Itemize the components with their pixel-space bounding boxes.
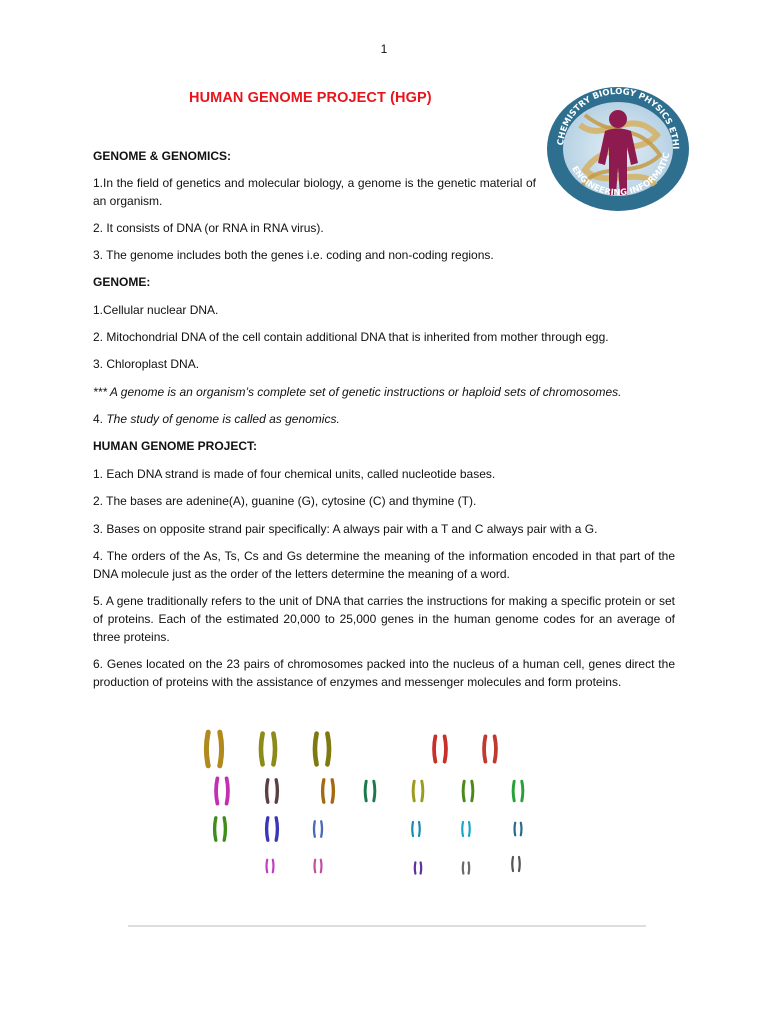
chromosome: [412, 822, 413, 836]
chromosome: [495, 736, 496, 761]
italic-text: The study of genome is called as genomics.: [106, 412, 340, 426]
list-number: 4.: [93, 412, 107, 426]
chromosome: [327, 734, 329, 765]
chromosome: [462, 822, 463, 836]
chromosome: [276, 780, 277, 802]
chromosome: [216, 778, 217, 803]
chromosome: [513, 781, 514, 801]
chromosome: [512, 857, 513, 871]
hgp-logo: [545, 85, 691, 213]
section-heading-hgp: HUMAN GENOME PROJECT:: [93, 439, 258, 453]
document-title: HUMAN GENOME PROJECT (HGP): [189, 90, 432, 106]
chromosome: [267, 780, 268, 802]
paragraph: 3. The genome includes both the genes i.e. coding and non-coding regions.: [93, 248, 494, 262]
paragraph: 1.Cellular nuclear DNA.: [93, 303, 219, 317]
paragraph: 2. It consists of DNA (or RNA in RNA virus).: [93, 221, 324, 235]
paragraph: [93, 410, 675, 428]
chromosome: [472, 781, 473, 801]
chromosome: [469, 822, 470, 836]
section-heading-genome: GENOME:: [93, 275, 151, 289]
chromosome: [374, 781, 375, 801]
chromosome: [463, 781, 464, 801]
chromosome: [321, 821, 322, 836]
chromosome: [515, 823, 516, 836]
chromosome: [519, 857, 520, 871]
chromosome: [413, 781, 414, 801]
chromosome: [522, 781, 523, 801]
chromosome: [220, 732, 222, 766]
svg-text:CHEMISTRY BIOLOGY PHYSICS E: CHEMISTRY BIOLOGY PHYSICS ETHI: [556, 86, 681, 150]
chromosome: [227, 778, 228, 803]
chromosome: [323, 780, 324, 802]
chromosome: [315, 860, 316, 873]
chromosome: [415, 862, 416, 873]
chromosome: [434, 736, 435, 761]
svg-text:ENGINEERING INFORMATICS: ENGINEERING INFORMATIC: [569, 151, 673, 199]
note-paragraph: *** A genome is an organism’s complete set of genetic instructions or haploid sets of chromosomes.: [93, 385, 622, 399]
chromosome: [261, 734, 263, 765]
chromosome: [463, 862, 464, 873]
chromosome: [422, 781, 423, 801]
page-number: 1: [380, 42, 388, 56]
paragraph: 3. Bases on opposite strand pair specifically: A always pair with a T and C always pair with a G.: [93, 522, 598, 536]
chromosome: [484, 736, 485, 761]
chromosome: [521, 823, 522, 836]
chromosome: [273, 860, 274, 873]
chromosome: [421, 862, 422, 873]
chromosome: [321, 860, 322, 873]
paragraph: 1.In the field of genetics and molecular biology, a genome is the genetic material of an organism.: [93, 176, 536, 208]
chromosome: [276, 818, 277, 840]
paragraph: 5. A gene traditionally refers to the unit of DNA that carries the instructions for making a specific protein or set of proteins. Each of the estimated 20,000 to 25,000 genes in the human genome codes for an average of three proteins.: [93, 594, 675, 644]
chromosome: [314, 821, 315, 836]
chromosome: [419, 822, 420, 836]
paragraph: 2. The bases are adenine(A), guanine (G), cytosine (C) and thymine (T).: [93, 494, 477, 508]
paragraph: 4. The orders of the As, Ts, Cs and Gs determine the meaning of the information encoded in that part of the DNA molecule just as the order of the letters determine the meaning of a word.: [93, 549, 675, 581]
chromosome: [215, 818, 216, 840]
chromosome: [224, 818, 225, 840]
paragraph: 6. Genes located on the 23 pairs of chromosomes packed into the nucleus of a human cell, genes direct the production of proteins with the assistance of enzymes and messenger molecules and form proteins.: [93, 657, 675, 689]
chromosome: [332, 780, 333, 802]
chromosome: [267, 818, 268, 840]
chromosome: [267, 860, 268, 873]
section-heading-genome-genomics: GENOME & GENOMICS:: [93, 149, 232, 163]
paragraph: 2. Mitochondrial DNA of the cell contain additional DNA that is inherited from mother through egg.: [93, 330, 609, 344]
paragraph: 1. Each DNA strand is made of four chemical units, called nucleotide bases.: [93, 467, 496, 481]
chromosome-karyotype-image: [128, 725, 646, 927]
chromosome: [365, 781, 366, 801]
chromosome: [445, 736, 446, 761]
chromosome: [273, 734, 275, 765]
chromosome: [315, 734, 317, 765]
chromosome: [469, 862, 470, 873]
paragraph: 3. Chloroplast DNA.: [93, 357, 200, 371]
chromosome: [206, 732, 208, 766]
